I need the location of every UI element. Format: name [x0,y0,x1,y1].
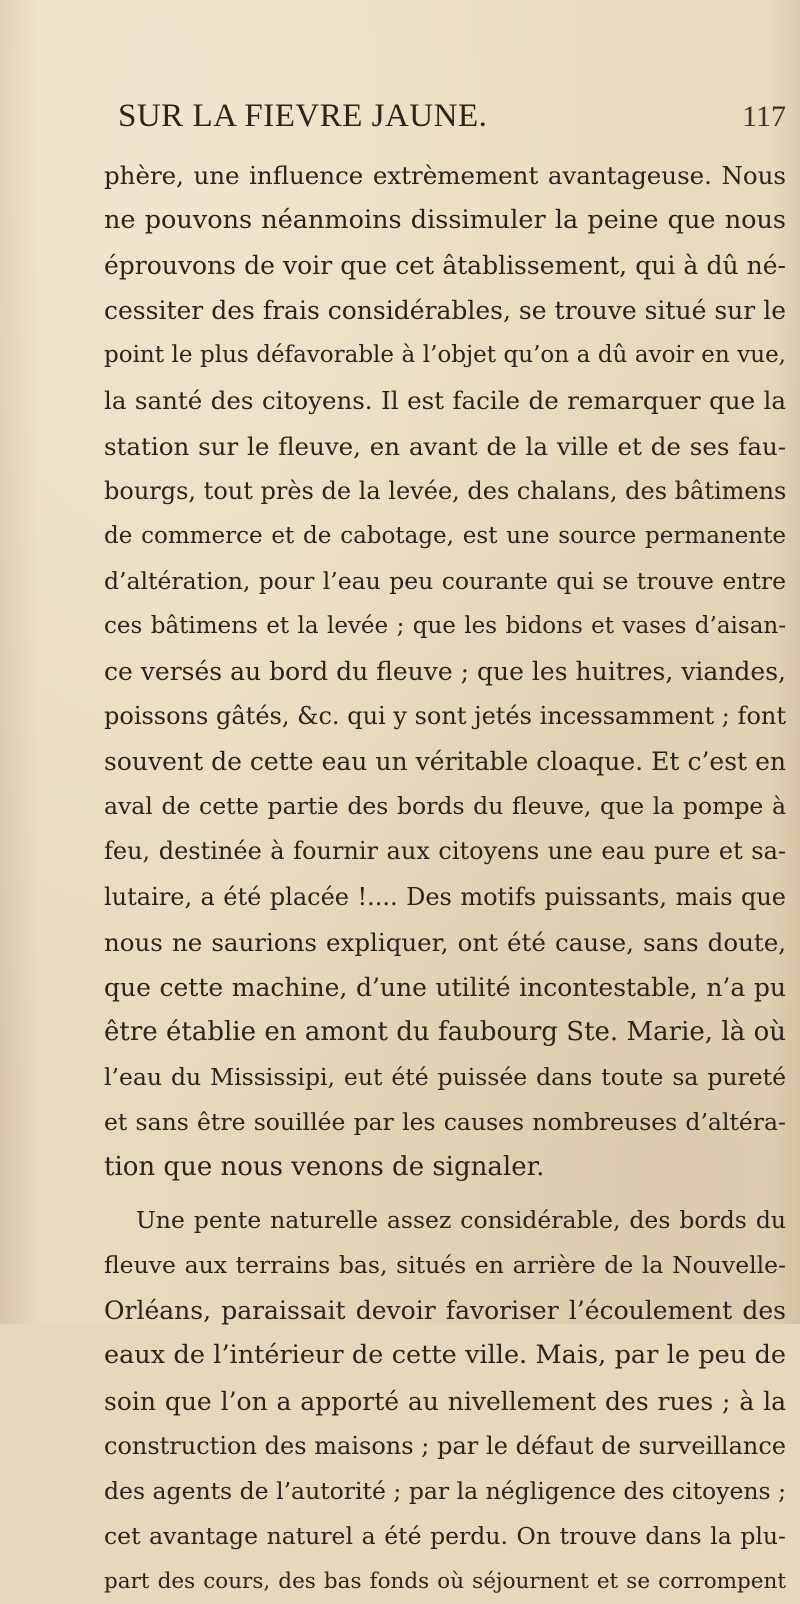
text-line: aval de cette partie des bords du fleuve, que la pompe à [104,792,786,821]
text-line: souvent de cette eau un véritable cloaque. Et c’est en [104,747,786,777]
text-line: cet avantage naturel a été perdu. On trouve dans la plu- [104,1521,786,1550]
text-line: station sur le fleuve, en avant de la ville et de ses fau- [104,431,786,461]
text-line: cessiter des frais considérables, se trouve situé sur le [104,296,786,326]
text-line: part des cours, des bas fonds où séjournent et se corrompent [104,1568,786,1594]
text-line: d’altération, pour l’eau peu courante qui se trouve entre [104,566,786,595]
text-line: tion que nous venons de signaler. [104,1152,545,1183]
text-line: eaux de l’intérieur de cette ville. Mais, par le peu de [104,1340,786,1371]
paragraph-1 [104,153,786,1190]
text-line: construction des maisons ; par le défaut de surveillance [104,1431,786,1460]
text-line: point le plus défavorable à l’objet qu’on a dû avoir en vue, [104,342,786,369]
text-line: de commerce et de cabotage, est une source permanente [104,522,786,549]
text-line: et sans être souillée par les causes nombreuses d’altéra- [104,1107,786,1136]
text-line: être établie en amont du faubourg Ste. Marie, là où [104,1016,786,1047]
text-line: que cette machine, d’une utilité incontestable, n’a pu [104,972,786,1002]
text-line: ce versés au bord du fleuve ; que les huitres, viandes, [104,657,786,687]
page-number: 117 [742,100,786,133]
text-line: nous ne saurions expliquer, ont été cause, sans doute, [104,927,786,957]
text-line: poissons gâtés, &c. qui y sont jetés incessamment ; font [104,702,786,731]
text-line: lutaire, a été placée !.... Des motifs puissants, mais que [104,882,786,911]
paragraph-2 [104,1198,786,1604]
text-line: Orléans, paraissait devoir favoriser l’écoulement des [104,1296,786,1326]
text-line: fleuve aux terrains bas, situés en arrière de la Nouvelle- [104,1251,786,1280]
text-line: bourgs, tout près de la levée, des chalans, des bâtimens [104,476,787,505]
text-line: ne pouvons néanmoins dissimuler la peine que nous [104,205,786,236]
text-line: l’eau du Mississipi, eut été puissée dans toute sa pureté [104,1062,786,1091]
text-line: éprouvons de voir que cet âtablissement, qui à dû né- [104,251,786,281]
text-line: soin que l’on a apporté au nivellement des rues ; à la [104,1386,786,1416]
page-header [118,98,786,138]
body-text [104,153,786,1604]
text-line: feu, destinée à fournir aux citoyens une eau pure et sa- [104,837,786,866]
text-line: phère, une influence extrèmement avantageuse. Nous [104,161,786,190]
text-line: Une pente naturelle assez considérable, des bords du [136,1206,786,1235]
text-line: des agents de l’autorité ; par la négligence des citoyens ; [104,1476,786,1505]
text-line: la santé des citoyens. Il est facile de remarquer que la [104,386,786,416]
text-line: ces bâtimens et la levée ; que les bidons et vases d’aisan- [104,612,786,639]
running-title: SUR LA FIEVRE JAUNE. [118,98,488,134]
